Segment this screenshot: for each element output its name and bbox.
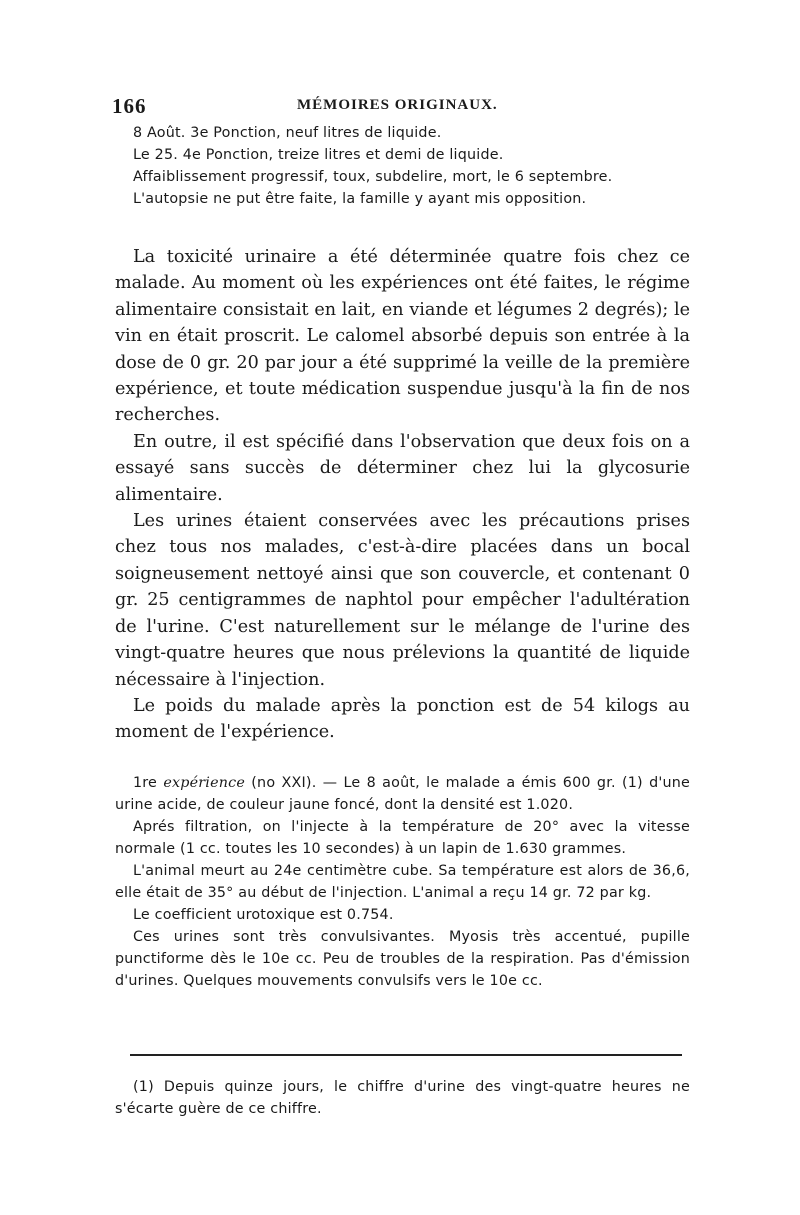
experiment-paragraph: Aprés filtration, on l'injecte à la température de 20° avec la vitesse normale (1 cc. toutes les 10 secondes) à un lapin de 1.630 grammes. bbox=[115, 819, 690, 857]
main-text bbox=[115, 244, 690, 746]
observation-notes bbox=[115, 122, 690, 210]
experiment-number: 1re bbox=[133, 775, 158, 791]
experiment-section bbox=[115, 772, 690, 992]
body-paragraph: En outre, il est spécifié dans l'observation que deux fois on a essayé sans succès de déterminer chez lui la glycosurie alimentaire. bbox=[115, 431, 690, 505]
experiment-paragraph: L'animal meurt au 24e centimètre cube. Sa température est alors de 36,6, elle était de 35° au début de l'injection. L'animal a reçu 14 gr. 72 par kg. bbox=[115, 863, 690, 901]
footnote bbox=[115, 1076, 690, 1120]
experiment-label: expérience bbox=[163, 775, 246, 791]
note-line: Affaiblissement progressif, toux, subdelire, mort, le 6 septembre. bbox=[133, 169, 613, 185]
note-line: Le 25. 4e Ponction, treize litres et demi de liquide. bbox=[133, 147, 504, 163]
experiment-intro: (no XXI). — Le 8 août, le malade a émis 600 gr. (1) d'une urine acide, de couleur jaune foncé, dont la densité est 1.020. bbox=[115, 775, 690, 813]
page-number: 166 bbox=[112, 94, 147, 118]
running-head: MÉMOIRES ORIGINAUX. bbox=[297, 97, 498, 113]
body-paragraph: Le poids du malade après la ponction est de 54 kilogs au moment de l'expérience. bbox=[115, 695, 690, 743]
experiment-heading-paragraph bbox=[115, 772, 690, 816]
body-paragraph: Les urines étaient conservées avec les précautions prises chez tous nos malades, c'est-à-dire placées dans un bocal soigneusement nettoyé ainsi que son couvercle, et contenant 0 gr. 25 centigrammes de naphtol pour empêcher l'adultération de l'urine. C'est naturellement sur le mélange de l'urine des vingt-quatre heures que nous prélevions la quantité de liquide nécessaire à l'injection. bbox=[115, 511, 690, 690]
footnote-text: (1) Depuis quinze jours, le chiffre d'urine des vingt-quatre heures ne s'écarte guère de ce chiffre. bbox=[115, 1079, 690, 1117]
note-line: L'autopsie ne put être faite, la famille y ayant mis opposition. bbox=[133, 191, 587, 207]
page-header bbox=[112, 94, 682, 124]
experiment-paragraph: Le coefficient urotoxique est 0.754. bbox=[133, 907, 394, 923]
experiment-paragraph: Ces urines sont très convulsivantes. Myosis très accentué, pupille punctiforme dès le 10e cc. Peu de troubles de la respiration. Pas d'émission d'urines. Quelques mouvements convulsifs vers le 10e cc. bbox=[115, 929, 690, 989]
footnote-divider bbox=[130, 1054, 682, 1056]
body-paragraph: La toxicité urinaire a été déterminée quatre fois chez ce malade. Au moment où les expériences ont été faites, le régime alimentaire consistait en lait, en viande et légumes 2 degrés); le vin en était proscrit. Le calomel absorbé depuis son entrée à la dose de 0 gr. 20 par jour a été supprimé la veille de la première expérience, et toute médication suspendue jusqu'à la fin de nos recherches. bbox=[115, 247, 690, 426]
note-line: 8 Août. 3e Ponction, neuf litres de liquide. bbox=[133, 125, 442, 141]
